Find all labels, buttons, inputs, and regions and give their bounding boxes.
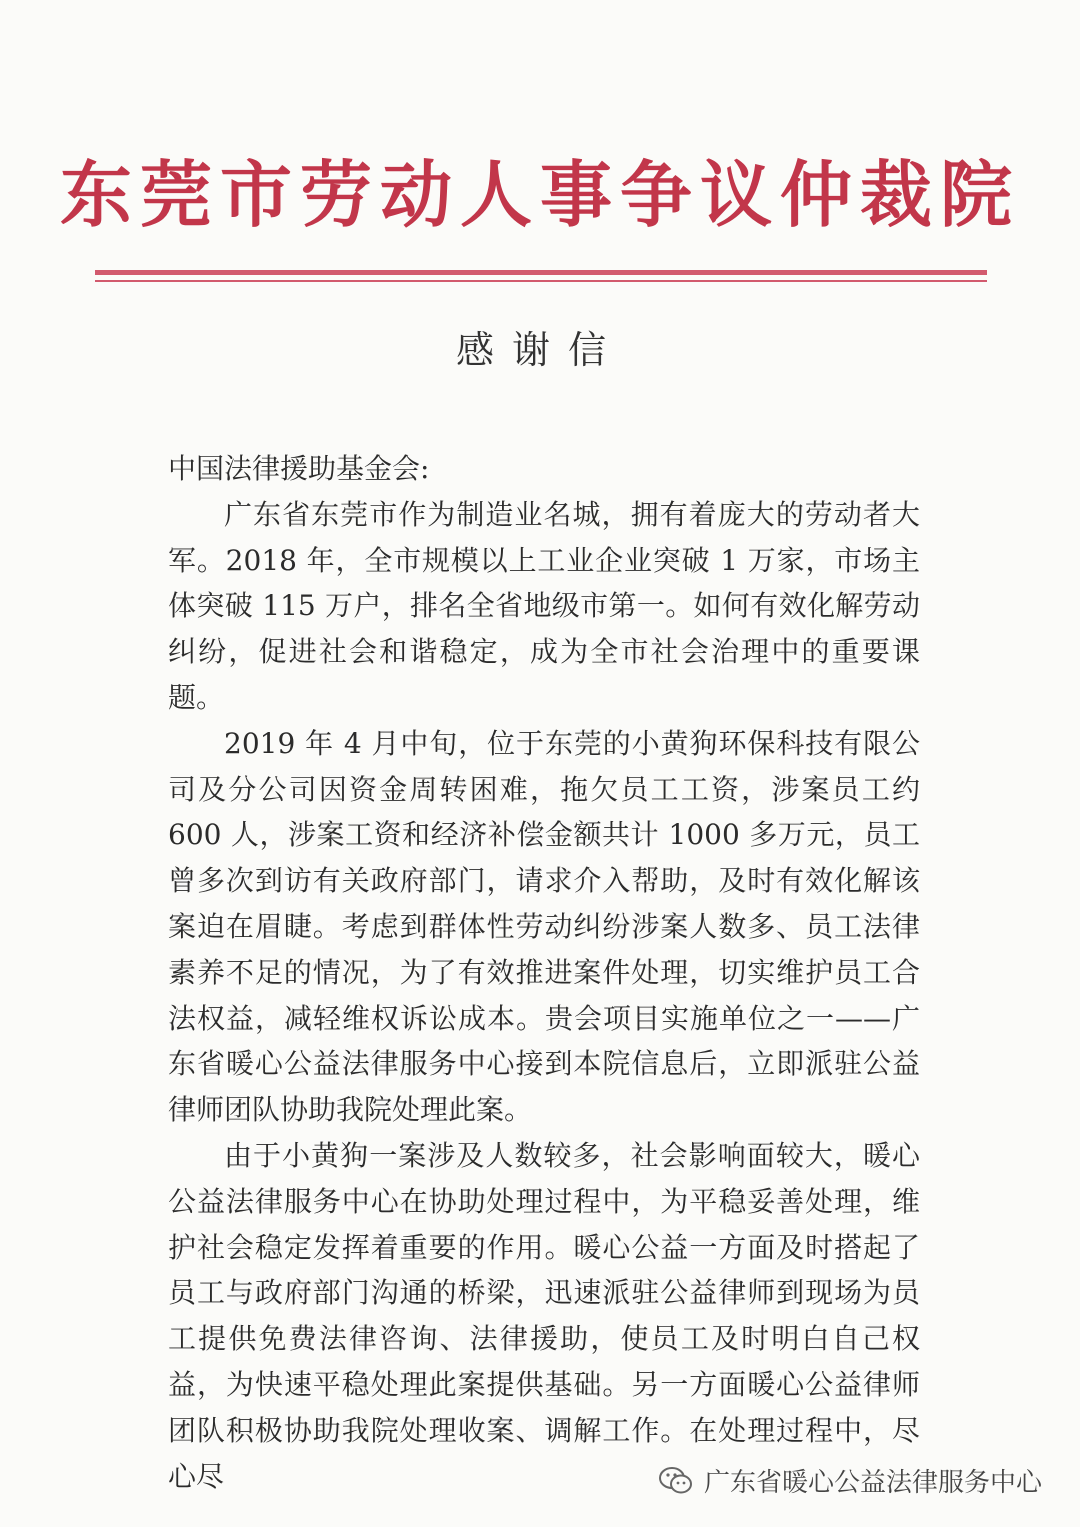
letter-body: [168, 446, 920, 1499]
watermark-text: 广东省暖心公益法律服务中心: [703, 1468, 1042, 1498]
letter-title: 感谢信: [455, 328, 624, 372]
letterhead-rule-thick: [95, 270, 987, 275]
wechat-icon: [658, 1466, 694, 1496]
letterhead-org-name: 东莞市劳动人事争议仲裁院: [59, 153, 1020, 237]
letterhead-rule-thin: [95, 280, 987, 282]
letter-paragraph-3: 由于小黄狗一案涉及人数较多，社会影响面较大，暖心公益法律服务中心在协助处理过程中，为平稳妥善处理，维护社会稳定发挥着重要的作用。暖心公益一方面及时搭起了员工与政府部门沟通的桥梁，迅速派驻公益律师到现场为员工提供免费法律咨询、法律援助，使员工及时明白自己权益，为快速平稳处理此案提供基础。另一方面暖心公益律师团队积极协助我院处理收案、调解工作。在处理过程中，尽心尽: [168, 1138, 920, 1493]
letter-salutation: 中国法律援助基金会:: [168, 452, 430, 485]
wechat-watermark: [658, 1462, 1042, 1499]
letter-paragraph-2: 2019 年 4 月中旬，位于东莞的小黄狗环保科技有限公司及分公司因资金周转困难，拖欠员工工资，涉案员工约 600 人，涉案工资和经济补偿金额共计 1000 多万元，员工曾多次到访有关政府部门，请求介入帮助，及时有效化解该案迫在眉睫。考虑到群体性劳动纠纷涉案人数多、员工法律素养不足的情况，为了有效推进案件处理，切实维护员工合法权益，减轻维权诉讼成本。贵会项目实施单位之一——广东省暖心公益法律服务中心接到本院信息后，立即派驻公益律师团队协助我院处理此案。: [168, 726, 920, 1127]
letter-paragraph-1: 广东省东莞市作为制造业名城，拥有着庞大的劳动者大军。2018 年，全市规模以上工业企业突破 1 万家，市场主体突破 115 万户，排名全省地级市第一。如何有效化解劳动纠纷，促进社会和谐稳定，成为全市社会治理中的重要课题。: [168, 497, 920, 714]
